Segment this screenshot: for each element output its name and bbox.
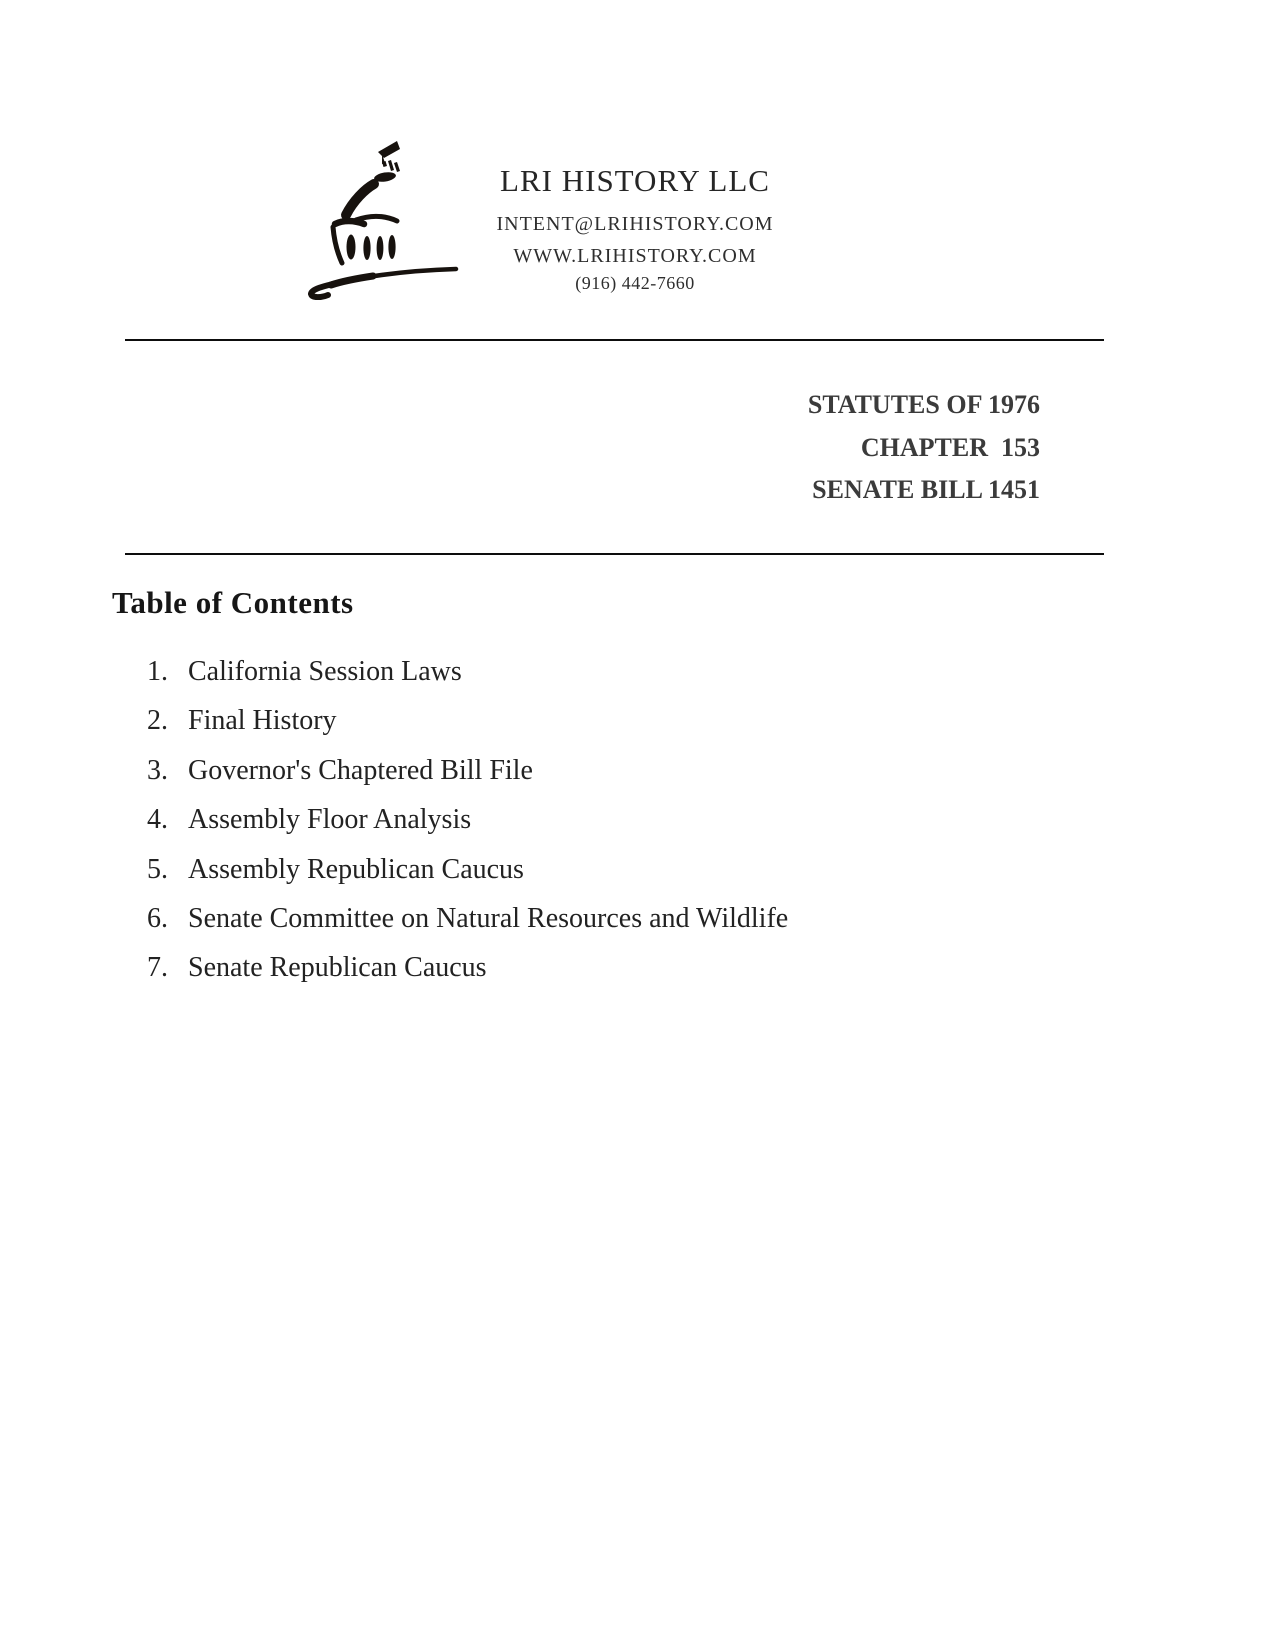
toc-item-label: Assembly Republican Caucus [188, 853, 524, 885]
toc-item-label: Senate Committee on Natural Resources and Wildlife [188, 902, 789, 934]
toc-item [147, 707, 788, 735]
divider-bottom [125, 553, 1104, 555]
toc-item-number: 6. [147, 902, 168, 934]
statutes-line: STATUTES OF 1976 [807, 390, 1040, 419]
toc-list [147, 658, 788, 1004]
toc-item [147, 754, 788, 786]
toc-item [147, 806, 788, 834]
toc-item [147, 853, 788, 885]
bill-reference-block [808, 384, 1040, 512]
toc-item-label: Final History [188, 705, 337, 737]
toc-item-number: 2. [147, 705, 168, 737]
chapter-line: CHAPTER 153 [860, 432, 1040, 462]
toc-item-number: 4. [147, 804, 168, 836]
toc-title: Table of Contents [112, 585, 354, 620]
toc-item-label: California Session Laws [188, 656, 462, 687]
toc-item [147, 902, 789, 934]
toc-item-label: Senate Republican Caucus [188, 952, 487, 984]
toc-item-label: Governor's Chaptered Bill File [188, 754, 533, 786]
company-phone: (916) 442-7660 [575, 273, 695, 293]
toc-item-number: 1. [147, 656, 168, 687]
company-website: WWW.LRIHISTORY.COM [513, 245, 757, 267]
toc-item-number: 5. [147, 853, 168, 885]
senate-bill-line: SENATE BILL 1451 [812, 475, 1040, 504]
toc-item [147, 658, 788, 686]
toc-item [147, 954, 788, 982]
toc-item-label: Assembly Floor Analysis [188, 804, 472, 836]
company-name: LRI HISTORY LLC [500, 163, 770, 198]
divider-top [125, 339, 1104, 341]
toc-item-number: 3. [147, 754, 168, 786]
toc-item-number: 7. [147, 952, 168, 984]
company-email: INTENT@LRIHISTORY.COM [496, 213, 774, 235]
